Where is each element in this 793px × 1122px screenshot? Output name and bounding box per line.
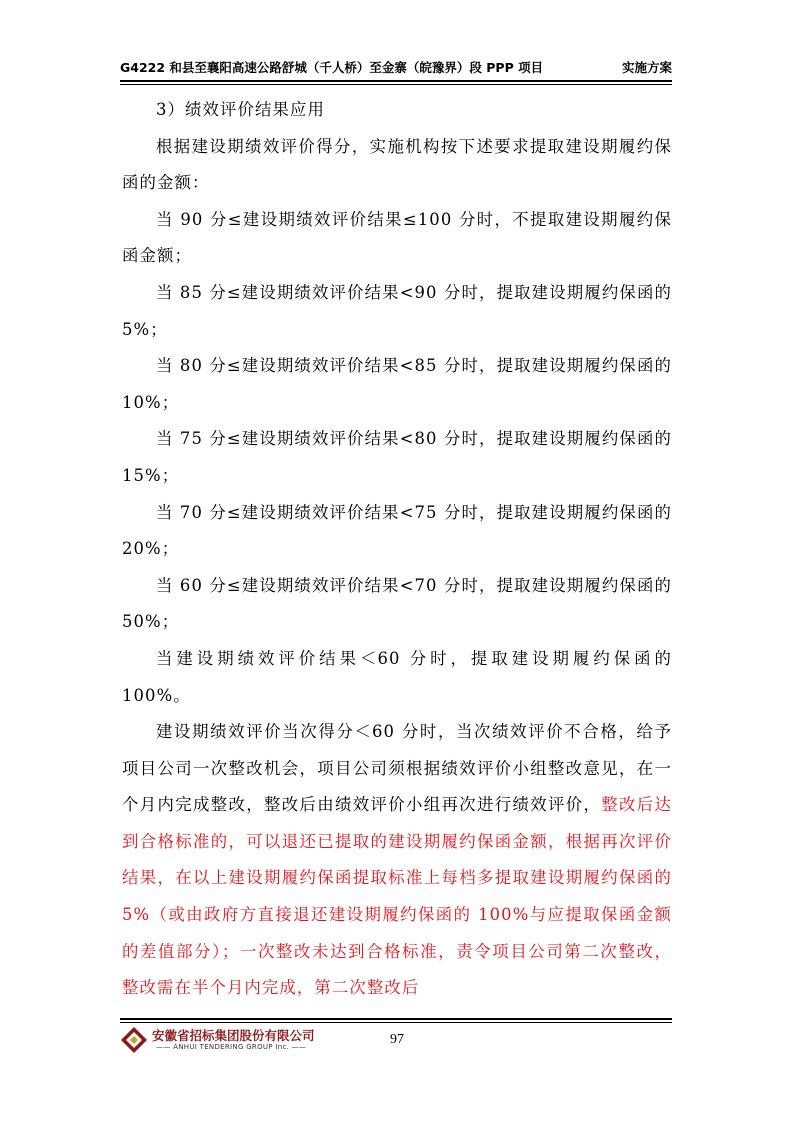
- rule-item: 当 70 分≤建设期绩效评价结果<75 分时，提取建设期履约保函的 20%；: [122, 502, 672, 559]
- rule-item: 当 75 分≤建设期绩效评价结果<80 分时，提取建设期履约保函的 15%；: [122, 429, 672, 485]
- rectification-text: 建设期绩效评价当次得分＜60 分时，当次绩效评价不合格，给予项目公司一次整改机会，项目公司须根据绩效评价小组整改意见，在一个月内完成整改，整改后由绩效评价小组再次进行绩效评价，: [122, 722, 672, 815]
- company-name: 安徽省招标集团股份有限公司: [152, 1028, 315, 1043]
- body-text: [122, 92, 672, 1007]
- rule-item: 当 80 分≤建设期绩效评价结果<85 分时，提取建设期履约保函的 10%；: [122, 356, 672, 412]
- rule-item: 当 60 分≤建设期绩效评价结果<70 分时，提取建设期履约保函的 50%；: [122, 575, 672, 632]
- page-number: 97: [390, 1032, 404, 1047]
- company-logo: [120, 1026, 340, 1056]
- company-name-en: —— ANHUI TENDERING GROUP Inc. ——: [156, 1043, 307, 1051]
- document-type: 实施方案: [621, 60, 672, 75]
- footer-rule-thin: [120, 1022, 672, 1023]
- intro-paragraph: 根据建设期绩效评价得分，实施机构按下述要求提取建设期履约保函的金额：: [122, 136, 672, 193]
- company-logo-icon: [120, 1026, 148, 1054]
- rule-item: 当 90 分≤建设期绩效评价结果≤100 分时，不提取建设期履约保函金额；: [122, 209, 672, 266]
- rule-item: 当建设期绩效评价结果＜60 分时，提取建设期履约保函的 100%。: [122, 648, 672, 705]
- footer-rule: [120, 1018, 672, 1020]
- rectification-highlight: 整改后达到合格标准的，可以退还已提取的建设期履约保函金额，根据再次评价结果，在以上建设期履约保函提取标准上每档多提取建设期履约保函的 5%（或由政府方直接退还建设期履约保函的 100%与应提取保函金额的差值部分）；一次整改未达到合格标准，责令项目公司第二次整改，整改需在半个月内完成，第二次整改后: [122, 795, 672, 998]
- header-rule-thin: [120, 84, 672, 85]
- section-heading: 3）绩效评价结果应用: [156, 100, 325, 119]
- rule-item: 当 85 分≤建设期绩效评价结果<90 分时，提取建设期履约保函的 5%；: [122, 282, 672, 339]
- project-title: G4222 和县至襄阳高速公路舒城（千人桥）至金寨（皖豫界）段 PPP 项目: [120, 60, 544, 75]
- header-rule: [120, 80, 672, 82]
- rectification-paragraph: [122, 714, 672, 1007]
